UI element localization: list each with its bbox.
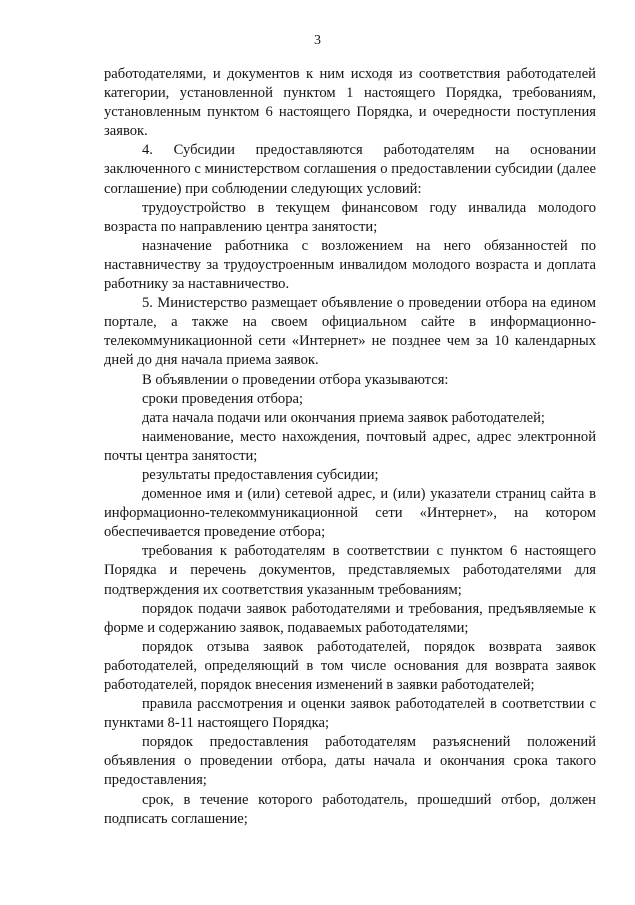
paragraph-item-domain: доменное имя и (или) сетевой адрес, и (или) указатели страниц сайта в информационно-телекоммуникационной сети «Интернет», на котором обеспечивается проведение отбора; (104, 486, 596, 541)
paragraph-condition-mentor: назначение работника с возложением на него обязанностей по наставничеству за трудоустроенным инвалидом молодого возраста и доплата работнику за наставничество. (104, 237, 596, 293)
paragraph-item-deadlines: сроки проведения отбора; (142, 390, 304, 407)
paragraph-clause-4: 4. Субсидии предоставляются работодателям на основании заключенного с министерством соглашения о предоставлении субсидии (далее соглашение) при соблюдении следующих условий: (104, 142, 596, 197)
page-number: 3 (314, 33, 321, 48)
document-body (104, 65, 596, 829)
paragraph-item-address: наименование, место нахождения, почтовый адрес, адрес электронной почты центра занятости; (104, 428, 596, 464)
paragraph-item-submission: порядок подачи заявок работодателями и требования, предъявляемые к форме и содержанию заявок, подаваемых работодателями; (104, 600, 596, 636)
paragraph-item-signing: срок, в течение которого работодатель, прошедший отбор, должен подписать соглашение; (104, 791, 596, 827)
paragraph-item-dates: дата начала подачи или окончания приема заявок работодателей; (142, 409, 545, 426)
paragraph-item-clarifications: порядок предоставления работодателям разъяснений положений объявления о проведении отбора, даты начала и окончания срока такого предоставления; (104, 734, 596, 789)
paragraph-item-withdrawal: порядок отзыва заявок работодателей, порядок возврата заявок работодателей, определяющий в том числе основания для возврата заявок работодателей, порядок внесения изменений в заявки работодателей; (104, 638, 596, 693)
paragraph-announcement-intro: В объявлении о проведении отбора указываются: (142, 371, 449, 388)
paragraph-item-evaluation: правила рассмотрения и оценки заявок работодателей в соответствии с пунктами 8-11 настоящего Порядка; (104, 696, 596, 732)
paragraph-item-requirements: требования к работодателям в соответствии с пунктом 6 настоящего Порядка и перечень документов, представляемых работодателями для подтверждения их соответствия указанным требованиям; (104, 543, 596, 598)
paragraph-condition-employment: трудоустройство в текущем финансовом году инвалида молодого возраста по направлению центра занятости; (104, 199, 596, 235)
paragraph-continuation: работодателями, и документов к ним исходя из соответствия работодателей категории, установленной пунктом 1 настоящего Порядка, требованиям, установленным пунктом 6 настоящего Порядка, и очередности поступления заявок. (104, 66, 596, 140)
paragraph-clause-5: 5. Министерство размещает объявление о проведении отбора на едином портале, а также на своем официальном сайте в информационно-телекоммуникационной сети «Интернет» не позднее чем за 10 календарных дней до дня начала приема заявок. (104, 295, 596, 369)
paragraph-item-results: результаты предоставления субсидии; (142, 466, 379, 483)
